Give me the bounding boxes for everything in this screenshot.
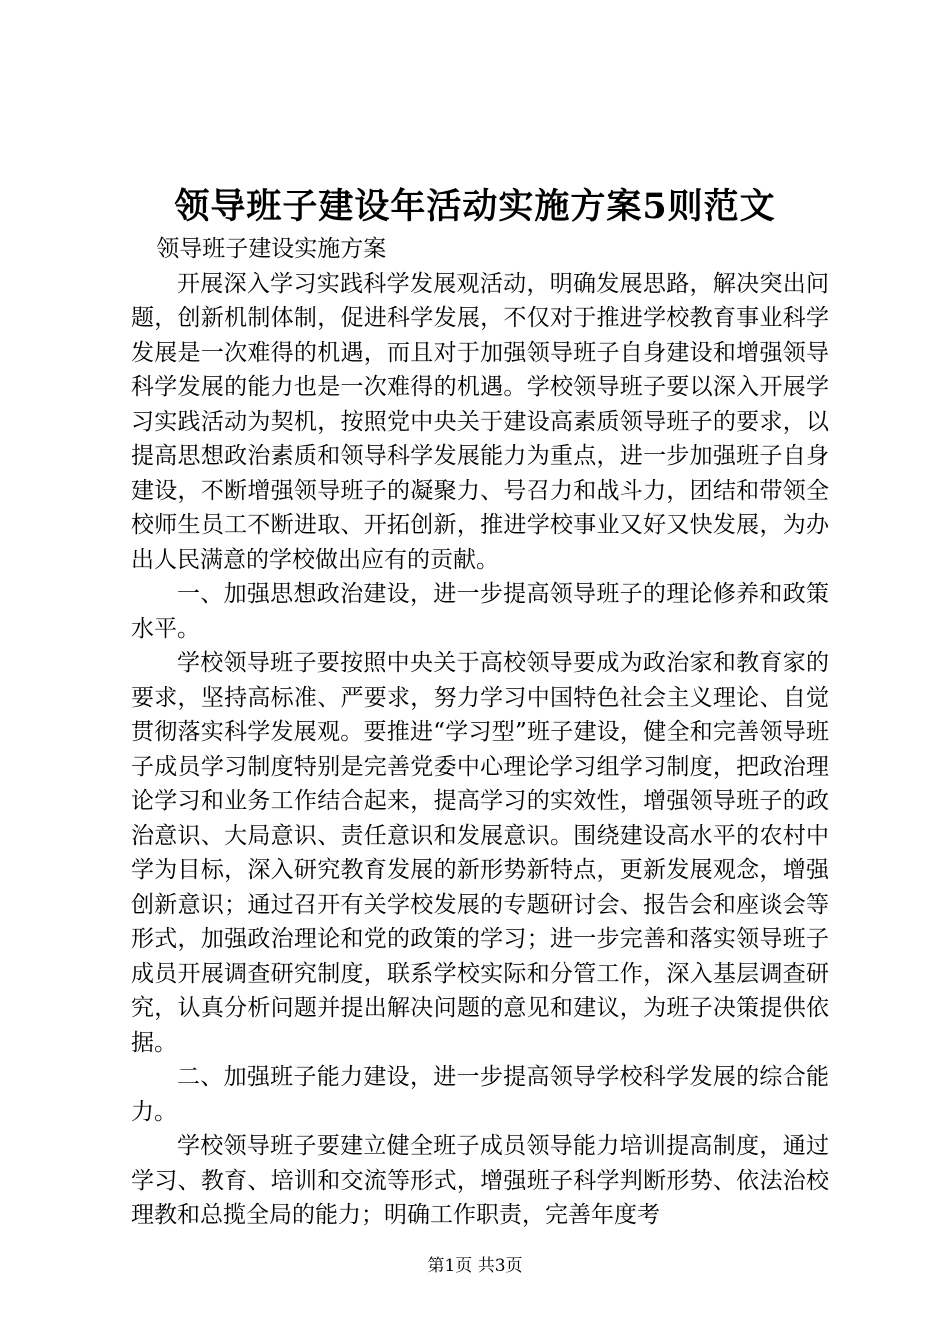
paragraph: 开展深入学习实践科学发展观活动，明确发展思路，解决突出问题，创新机制体制，促进科学发展，不仅对于推进学校教育事业科学发展是一次难得的机遇，而且对于加强领导班子自身建设和增强领导科学发展的能力也是一次难得的机遇。学校领导班子要以深入开展学习实践活动为契机，按照党中央关于建设高素质领导班子的要求，以提高思想政治素质和领导科学发展能力为重点，进一步加强班子自身建设，不断增强领导班子的凝聚力、号召力和战斗力，团结和带领全校师生员工不断进取、开拓创新，推进学校事业又好又快发展，为办出人民满意的学校做出应有的贡献。 [131,270,829,573]
document-body [131,232,829,1233]
paragraph: 学校领导班子要按照中央关于高校领导要成为政治家和教育家的要求，坚持高标准、严要求，努力学习中国特色社会主义理论、自觉贯彻落实科学发展观。要推进“学习型”班子建设，健全和完善领导班子成员学习制度特别是完善党委中心理论学习组学习制度，把政治理论学习和业务工作结合起来，提高学习的实效性，增强领导班子的政治意识、大局意识、责任意识和发展意识。围绕建设高水平的农村中学为目标，深入研究教育发展的新形势新特点，更新发展观念，增强创新意识；通过召开有关学校发展的专题研讨会、报告会和座谈会等形式，加强政治理论和党的政策的学习；进一步完善和落实领导班子成员开展调查研究制度，联系学校实际和分管工作，深入基层调查研究，认真分析问题并提出解决问题的意见和建议，为班子决策提供依据。 [131,650,829,1056]
document-title: 领导班子建设年活动实施方案5则范文 [174,186,776,228]
paragraph: 学校领导班子要建立健全班子成员领导能力培训提高制度，通过学习、教育、培训和交流等形式，增强班子科学判断形势、依法治校理教和总揽全局的能力；明确工作职责，完善年度考 [131,1133,829,1228]
document-subtitle: 领导班子建设实施方案 [156,236,387,262]
section-heading: 二、加强班子能力建设，进一步提高领导学校科学发展的综合能力。 [131,1064,829,1125]
section-heading: 一、加强思想政治建设，进一步提高领导班子的理论修养和政策水平。 [131,581,829,642]
page-number: 第1页 共3页 [427,1256,523,1276]
